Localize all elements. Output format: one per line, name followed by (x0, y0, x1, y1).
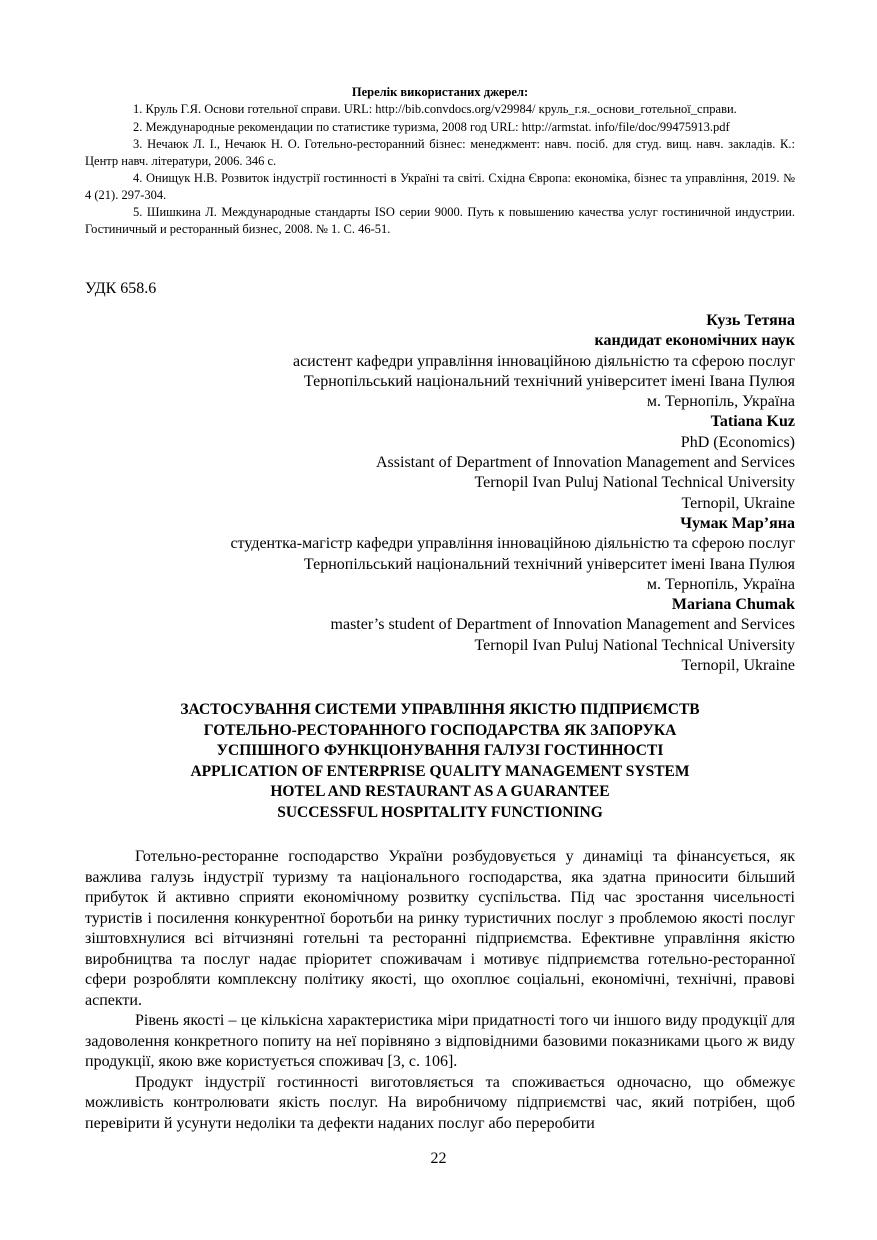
author-position: асистент кафедри управління інноваційною діяльністю та сферою послуг (292, 352, 795, 370)
title-line: ЗАСТОСУВАННЯ СИСТЕМИ УПРАВЛІННЯ ЯКІСТЮ ПІДПРИЄМСТВ (180, 701, 700, 719)
author-institution: Тернопільський національний технічний університет імені Івана Пулюя (303, 555, 795, 573)
body-paragraph: Рівень якості – це кількісна характеристика міри придатності того чи іншого виду продукції для задоволення конкретного попиту на неї порівняно з відповідними базовими показниками цього ж виду продукції, якою вже користується споживач [3, с. 106]. (85, 1012, 795, 1071)
title-line: SUCCESSFUL HOSPITALITY FUNCTIONING (277, 803, 603, 821)
author-institution: Ternopil Ivan Puluj National Technical University (474, 474, 795, 492)
author-location: м. Тернопіль, Україна (646, 575, 795, 593)
udk-code: УДК 658.6 (85, 280, 157, 297)
author-position: Assistant of Department of Innovation Management and Services (376, 454, 795, 472)
author-institution: Тернопільський національний технічний університет імені Івана Пулюя (303, 372, 795, 390)
author-location: м. Тернопіль, Україна (646, 393, 795, 411)
reference-item: 5. Шишкина Л. Международные стандарты ISO серии 9000. Путь к повышению качества услуг гостиничной индустрии. Гостиничный и ресторанный бизнес, 2008. № 1. С. 46-51. (85, 205, 795, 236)
author-degree: PhD (Economics) (680, 433, 795, 451)
references-list (85, 101, 795, 237)
author-position: master’s student of Department of Innovation Management and Services (330, 616, 795, 634)
title-line: УСПІШНОГО ФУНКЦІОНУВАННЯ ГАЛУЗІ ГОСТИННОСТІ (216, 742, 664, 760)
reference-item: 1. Круль Г.Я. Основи готельної справи. URL: http://bib.convdocs.org/v29984/ круль_г.я._основи_готельної_справи. (133, 102, 737, 116)
body-paragraph: Продукт індустрії гостинності виготовляється та споживається одночасно, що обмежує можливість контролювати якість послуг. На виробничому підприємстві час, який потрібен, щоб перевірити й усунути недоліки та дефекти наданих послуг або переробити (85, 1073, 795, 1132)
reference-item: 4. Онищук Н.В. Розвиток індустрії гостинності в Україні та світі. Східна Європа: економіка, бізнес та управління, 2019. № 4 (21). 297-304. (85, 171, 795, 202)
author-location: Ternopil, Ukraine (681, 657, 795, 675)
reference-item: 3. Нечаюк Л. І., Нечаюк Н. О. Готельно-ресторанний бізнес: менеджмент: навч. посіб. для студ. вищ. навч. закладів. К.: Центр навч. літератури, 2006. 346 с. (85, 137, 795, 168)
author-name: Tatiana Kuz (710, 413, 795, 431)
author-degree: кандидат економічних наук (594, 332, 795, 350)
author-name: Чумак Мар’яна (680, 514, 795, 532)
page-number: 22 (430, 1150, 447, 1167)
author-name: Mariana Chumak (671, 596, 795, 614)
reference-item: 2. Международные рекомендации по статистике туризма, 2008 год URL: http://armstat. info/file/doc/99475913.pdf (133, 119, 730, 134)
body-paragraph: Готельно-ресторанне господарство України розбудовується у динаміці та фінансується, як важлива галузь індустрії туризму та національного господарства, яка здатна приносити більший прибуток й активно сприяти економічному розвитку суспільства. Під час зростання чисельності туристів і посилення конкурентної боротьби на ринку туристичних послуг з проблемою якості послуг зіштовхнулися всі вітчизняні готельні та ресторанні підприємства. Ефективне управління якістю виробництва та послуг надає пріоритет споживачам і мотивує підприємства готельно-ресторанної сфери розробляти комплексну політику якості, що охоплює соціальні, економічні, технічні, правові аспекти. (85, 848, 795, 1009)
page-content (85, 84, 795, 1134)
author-location: Ternopil, Ukraine (681, 494, 795, 512)
references-title: Перелік використаних джерел: (351, 85, 529, 99)
title-line: APPLICATION OF ENTERPRISE QUALITY MANAGEMENT SYSTEM (190, 762, 690, 780)
author-name: Кузь Тетяна (706, 312, 795, 329)
author-position: студентка-магістр кафедри управління інноваційною діяльністю та сферою послуг (230, 535, 795, 553)
title-line: HOTEL AND RESTAURANT AS A GUARANTEE (270, 783, 610, 801)
authors-block (85, 311, 795, 676)
author-institution: Ternopil Ivan Puluj National Technical University (474, 636, 795, 654)
title-line: ГОТЕЛЬНО-РЕСТОРАННОГО ГОСПОДАРСТВА ЯК ЗАПОРУКА (203, 721, 677, 739)
article-body (85, 847, 795, 1134)
article-title (85, 700, 795, 823)
